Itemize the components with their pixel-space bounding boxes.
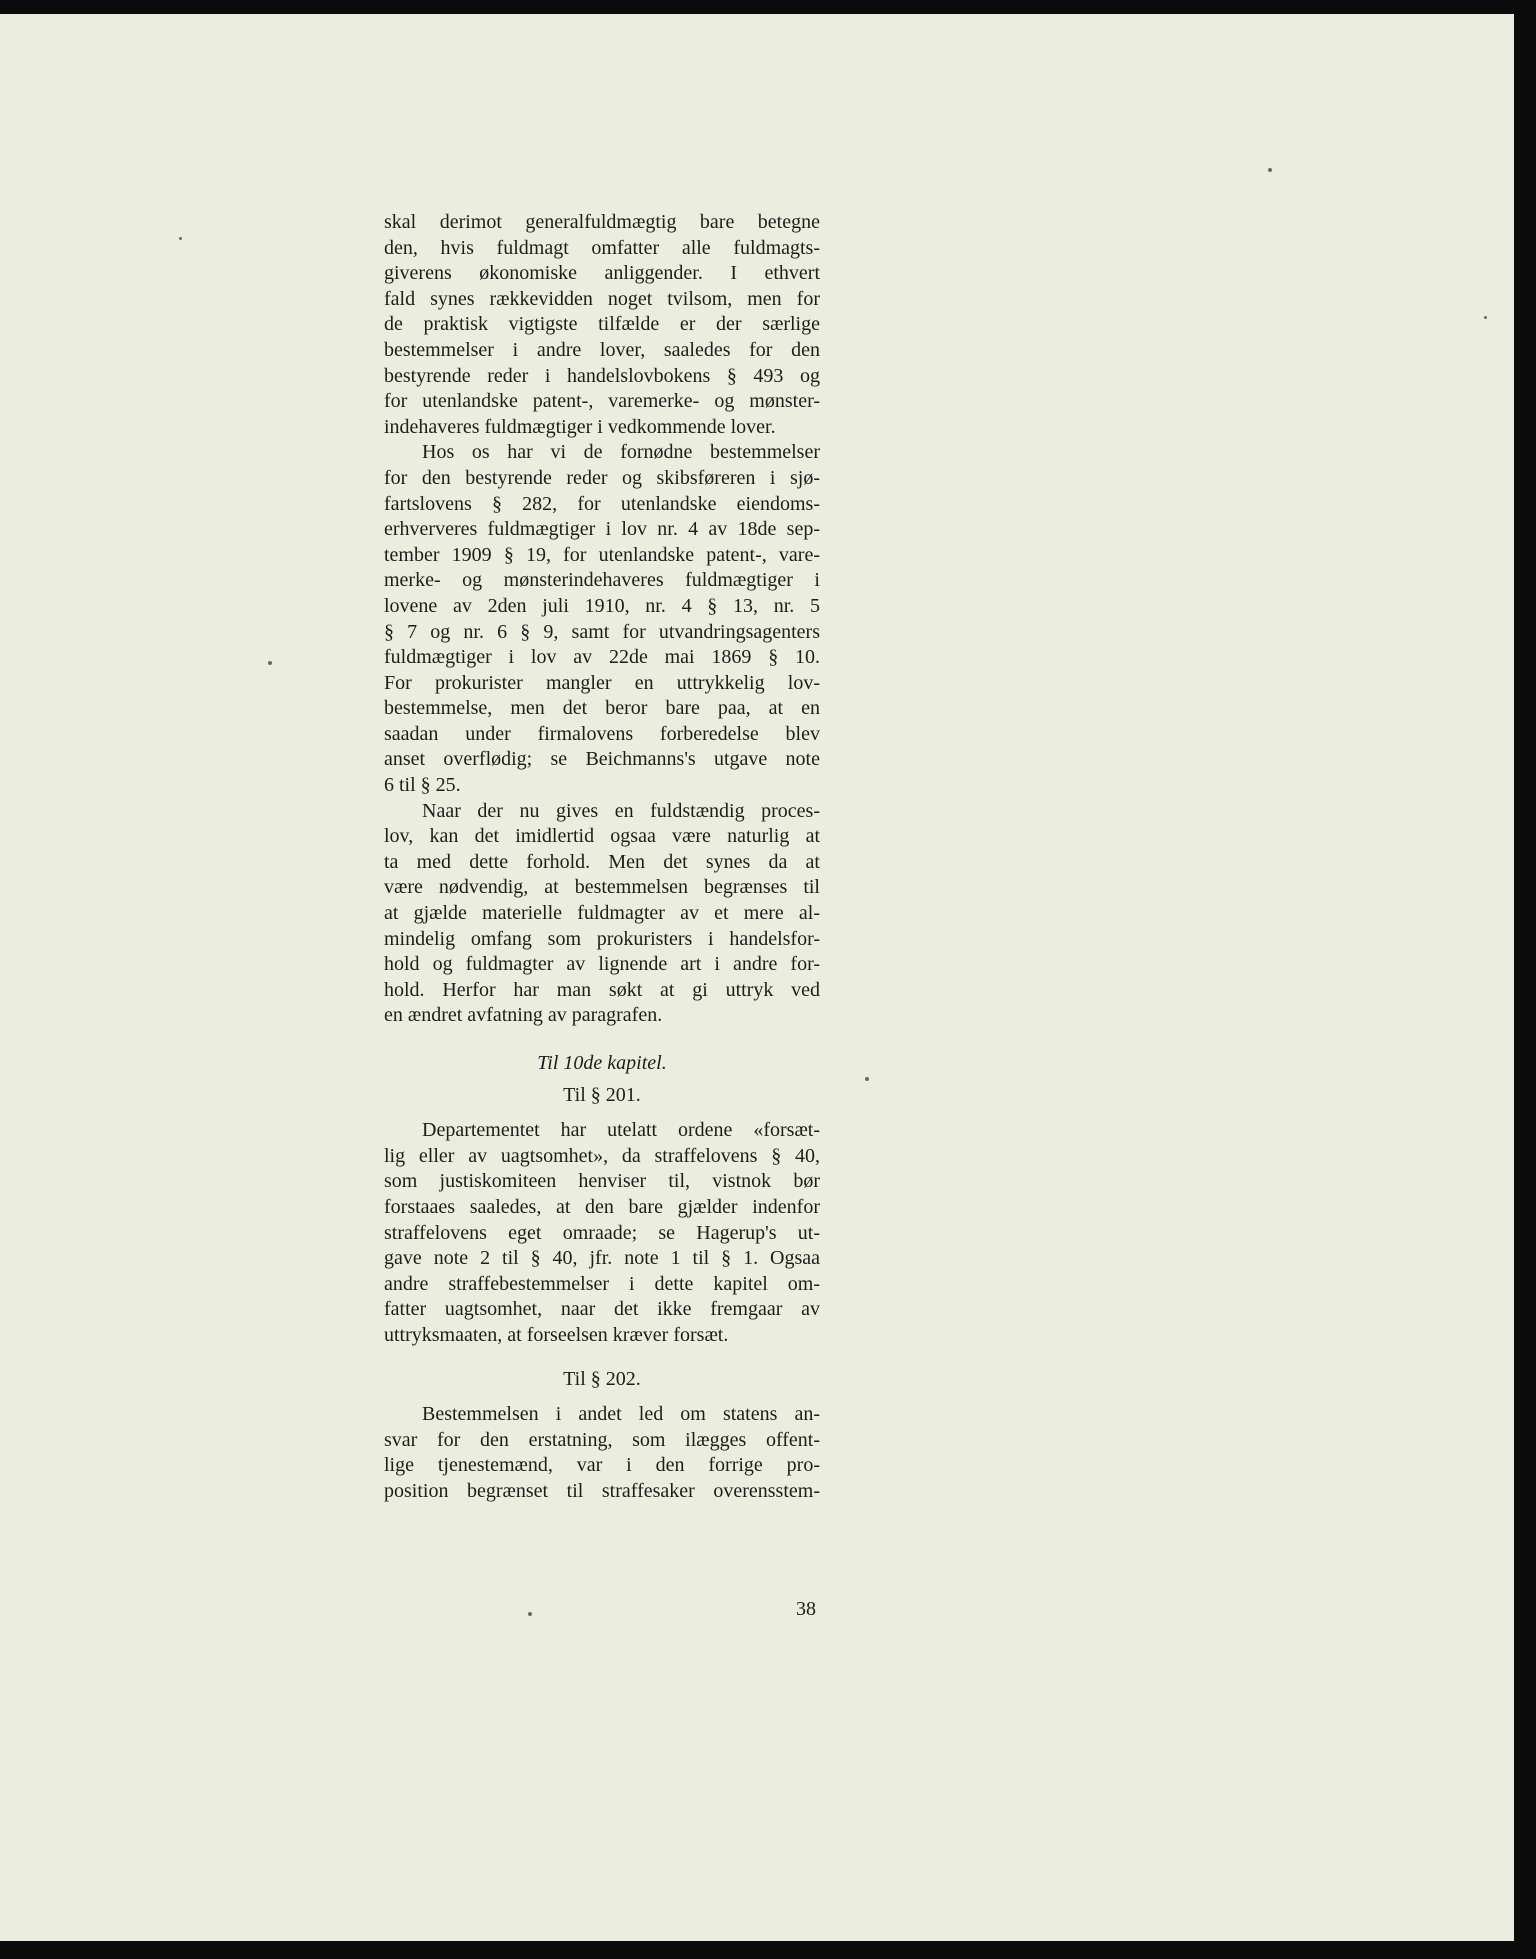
section-heading-201: Til § 201. — [563, 1083, 641, 1106]
text-line: svar for den erstatning, som ilægges offent- — [384, 1428, 820, 1451]
text-line: saadan under firmalovens forberedelse blev — [384, 722, 820, 745]
scan-speck — [268, 661, 272, 665]
text-line: tember 1909 § 19, for utenlandske patent-, vare- — [384, 543, 820, 566]
text-line: lovene av 2den juli 1910, nr. 4 § 13, nr. 5 — [384, 594, 820, 617]
section-201-paragraph — [384, 1118, 820, 1348]
text-line: giverens økonomiske anliggender. I ethvert — [384, 262, 820, 285]
text-line: lig eller av uagtsomhet», da straffelovens § 40, — [384, 1144, 820, 1167]
text-line: for utenlandske patent-, varemerke- og mønster- — [384, 390, 820, 413]
text-line: erhververes fuldmægtiger i lov nr. 4 av 18de sep- — [384, 518, 820, 541]
text-line: fatter uagtsomhet, naar det ikke fremgaar av — [384, 1298, 820, 1321]
scanned-page — [0, 14, 1514, 1941]
text-line: ta med dette forhold. Men det synes da at — [384, 850, 820, 873]
scan-speck — [1268, 168, 1272, 172]
text-line: uttryksmaaten, at forseelsen kræver forsæt. — [384, 1323, 729, 1346]
text-line: Departementet har utelatt ordene «forsæt- — [422, 1119, 820, 1142]
text-line: fartslovens § 282, for utenlandske eiendoms- — [384, 492, 820, 515]
text-line: andre straffebestemmelser i dette kapitel om- — [384, 1272, 820, 1295]
text-line: For prokurister mangler en uttrykkelig lov- — [384, 671, 820, 694]
section-202-paragraph — [384, 1402, 820, 1504]
chapter-heading: Til 10de kapitel. — [537, 1052, 667, 1074]
text-line: merke- og mønsterindehaveres fuldmægtiger i — [384, 569, 820, 592]
scan-speck — [1484, 316, 1487, 319]
page-number: 38 — [796, 1598, 816, 1620]
text-column — [384, 210, 820, 1505]
scan-speck — [179, 237, 182, 240]
text-line: den, hvis fuldmagt omfatter alle fuldmagts- — [384, 236, 820, 259]
text-line: være nødvendig, at bestemmelsen begrænses til — [384, 876, 820, 899]
text-line: de praktisk vigtigste tilfælde er der særlige — [384, 313, 820, 336]
text-line: straffelovens eget omraade; se Hagerup's ut- — [384, 1221, 820, 1244]
text-line: anset overflødig; se Beichmanns's utgave note — [384, 748, 820, 771]
text-line: indehaveres fuldmægtiger i vedkommende lover. — [384, 415, 776, 438]
text-line: gave note 2 til § 40, jfr. note 1 til § 1. Ogsaa — [384, 1247, 820, 1270]
text-line: forstaaes saaledes, at den bare gjælder indenfor — [384, 1195, 820, 1218]
scan-speck — [528, 1612, 532, 1616]
scan-speck — [865, 1077, 869, 1081]
text-line: Naar der nu gives en fuldstændig proces- — [422, 799, 820, 822]
text-line: mindelig omfang som prokuristers i handelsfor- — [384, 927, 820, 950]
text-line: bestemmelse, men det beror bare paa, at en — [384, 697, 820, 720]
text-line: Bestemmelsen i andet led om statens an- — [422, 1403, 820, 1426]
text-line: som justiskomiteen henviser til, vistnok bør — [384, 1170, 820, 1193]
text-line: for den bestyrende reder og skibsføreren i sjø- — [384, 466, 820, 489]
paragraph-2 — [384, 440, 820, 798]
text-line: en ændret avfatning av paragrafen. — [384, 1004, 663, 1027]
text-line: § 7 og nr. 6 § 9, samt for utvandringsagenters — [384, 620, 820, 643]
text-line: Hos os har vi de fornødne bestemmelser — [422, 441, 820, 464]
text-line: fald synes rækkevidden noget tvilsom, men for — [384, 287, 820, 310]
text-line: fuldmægtiger i lov av 22de mai 1869 § 10. — [384, 646, 820, 669]
text-line: lige tjenestemænd, var i den forrige pro- — [384, 1454, 820, 1477]
section-heading-202: Til § 202. — [563, 1367, 641, 1390]
text-line: position begrænset til straffesaker overensstem- — [384, 1479, 820, 1502]
text-line: hold. Herfor har man søkt at gi uttryk ved — [384, 978, 820, 1001]
text-line: hold og fuldmagter av lignende art i andre for- — [384, 953, 820, 976]
text-line: bestyrende reder i handelslovbokens § 493 og — [384, 364, 820, 387]
text-line: skal derimot generalfuldmægtig bare betegne — [384, 211, 820, 233]
text-line: at gjælde materielle fuldmagter av et mere al- — [384, 902, 820, 925]
text-line: bestemmelser i andre lover, saaledes for den — [384, 338, 820, 361]
text-line: 6 til § 25. — [384, 774, 461, 797]
paragraph-3 — [384, 799, 820, 1029]
text-line: lov, kan det imidlertid ogsaa være naturlig at — [384, 825, 820, 848]
paragraph-1 — [384, 210, 820, 440]
